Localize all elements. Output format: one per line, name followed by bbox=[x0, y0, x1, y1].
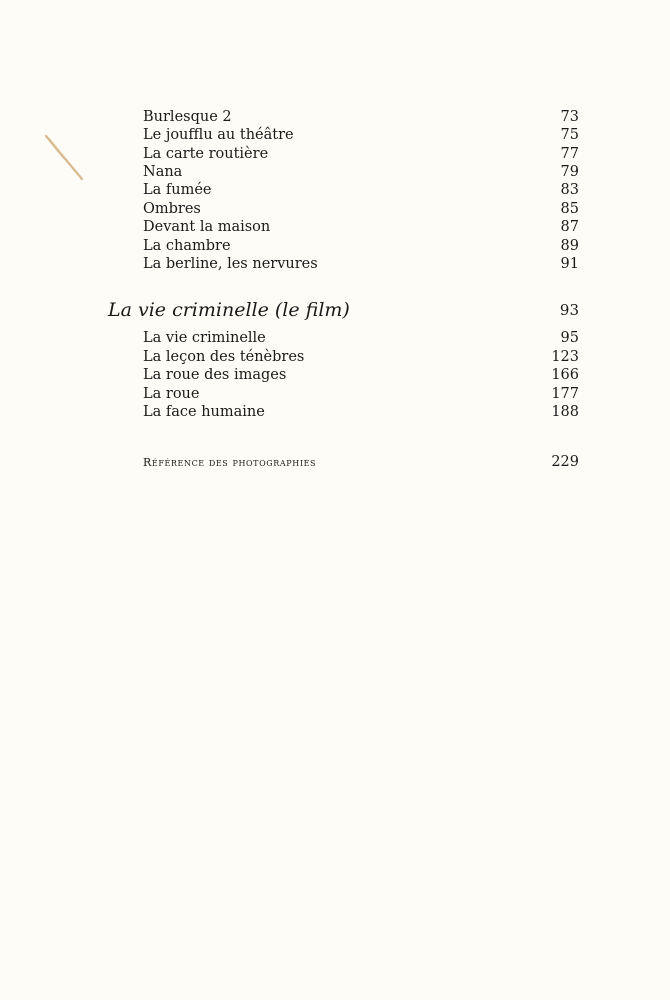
toc-entry-page: 77 bbox=[560, 146, 579, 162]
section-heading bbox=[108, 298, 579, 322]
toc-entry bbox=[143, 329, 579, 348]
toc-entry-page: 91 bbox=[560, 256, 579, 272]
toc-entry-page: 89 bbox=[560, 238, 579, 254]
toc-entry-title: La roue bbox=[143, 386, 200, 402]
toc-entry-title: La chambre bbox=[143, 238, 231, 254]
toc-entry-page: 75 bbox=[560, 127, 579, 143]
toc-entry-page: 85 bbox=[560, 201, 579, 217]
toc-entry-title: La face humaine bbox=[143, 404, 265, 420]
toc-entry-page: 166 bbox=[551, 367, 579, 383]
toc-entry bbox=[143, 255, 579, 274]
toc-entry bbox=[143, 126, 579, 145]
toc-entry-page: 95 bbox=[560, 330, 579, 346]
section-heading-title: La vie criminelle (le film) bbox=[108, 299, 350, 321]
toc-entry-page: 73 bbox=[560, 109, 579, 125]
toc-entry-title: Ombres bbox=[143, 201, 201, 217]
toc-entry bbox=[143, 200, 579, 219]
toc-entry-title: La roue des images bbox=[143, 367, 287, 383]
toc-entry bbox=[143, 163, 579, 182]
toc-entry-page: 188 bbox=[551, 404, 579, 420]
toc-entry-title: La leçon des ténèbres bbox=[143, 349, 305, 365]
toc-entry bbox=[143, 348, 579, 367]
toc-entry bbox=[143, 403, 579, 422]
toc-entry-title: Nana bbox=[143, 164, 183, 180]
toc-entry-page: 123 bbox=[551, 349, 579, 365]
toc-entry-title: Devant la maison bbox=[143, 219, 271, 235]
toc-entry-page: 83 bbox=[560, 182, 579, 198]
toc-entry-title: La fumée bbox=[143, 182, 212, 198]
paper-stain-mark bbox=[44, 133, 86, 183]
toc-entry-title: La berline, les nervures bbox=[143, 256, 318, 272]
toc-entry bbox=[143, 145, 579, 164]
toc-entry bbox=[143, 366, 579, 385]
reference-page: 229 bbox=[551, 454, 579, 470]
toc-entry-title: Le joufflu au théâtre bbox=[143, 127, 294, 143]
toc-entry bbox=[143, 218, 579, 237]
toc-entry bbox=[143, 108, 579, 127]
toc-entry bbox=[143, 237, 579, 256]
toc-entry-page: 87 bbox=[560, 219, 579, 235]
toc-entry-title: La carte routière bbox=[143, 146, 269, 162]
toc-entry-title: La vie criminelle bbox=[143, 330, 266, 346]
reference-entry bbox=[143, 453, 579, 472]
toc-entry bbox=[143, 385, 579, 404]
toc-entry bbox=[143, 181, 579, 200]
reference-title: Référence des photographies bbox=[143, 456, 317, 469]
section-heading-page: 93 bbox=[559, 301, 579, 319]
toc-entry-page: 177 bbox=[551, 386, 579, 402]
toc-entry-title: Burlesque 2 bbox=[143, 109, 232, 125]
toc-entry-page: 79 bbox=[560, 164, 579, 180]
